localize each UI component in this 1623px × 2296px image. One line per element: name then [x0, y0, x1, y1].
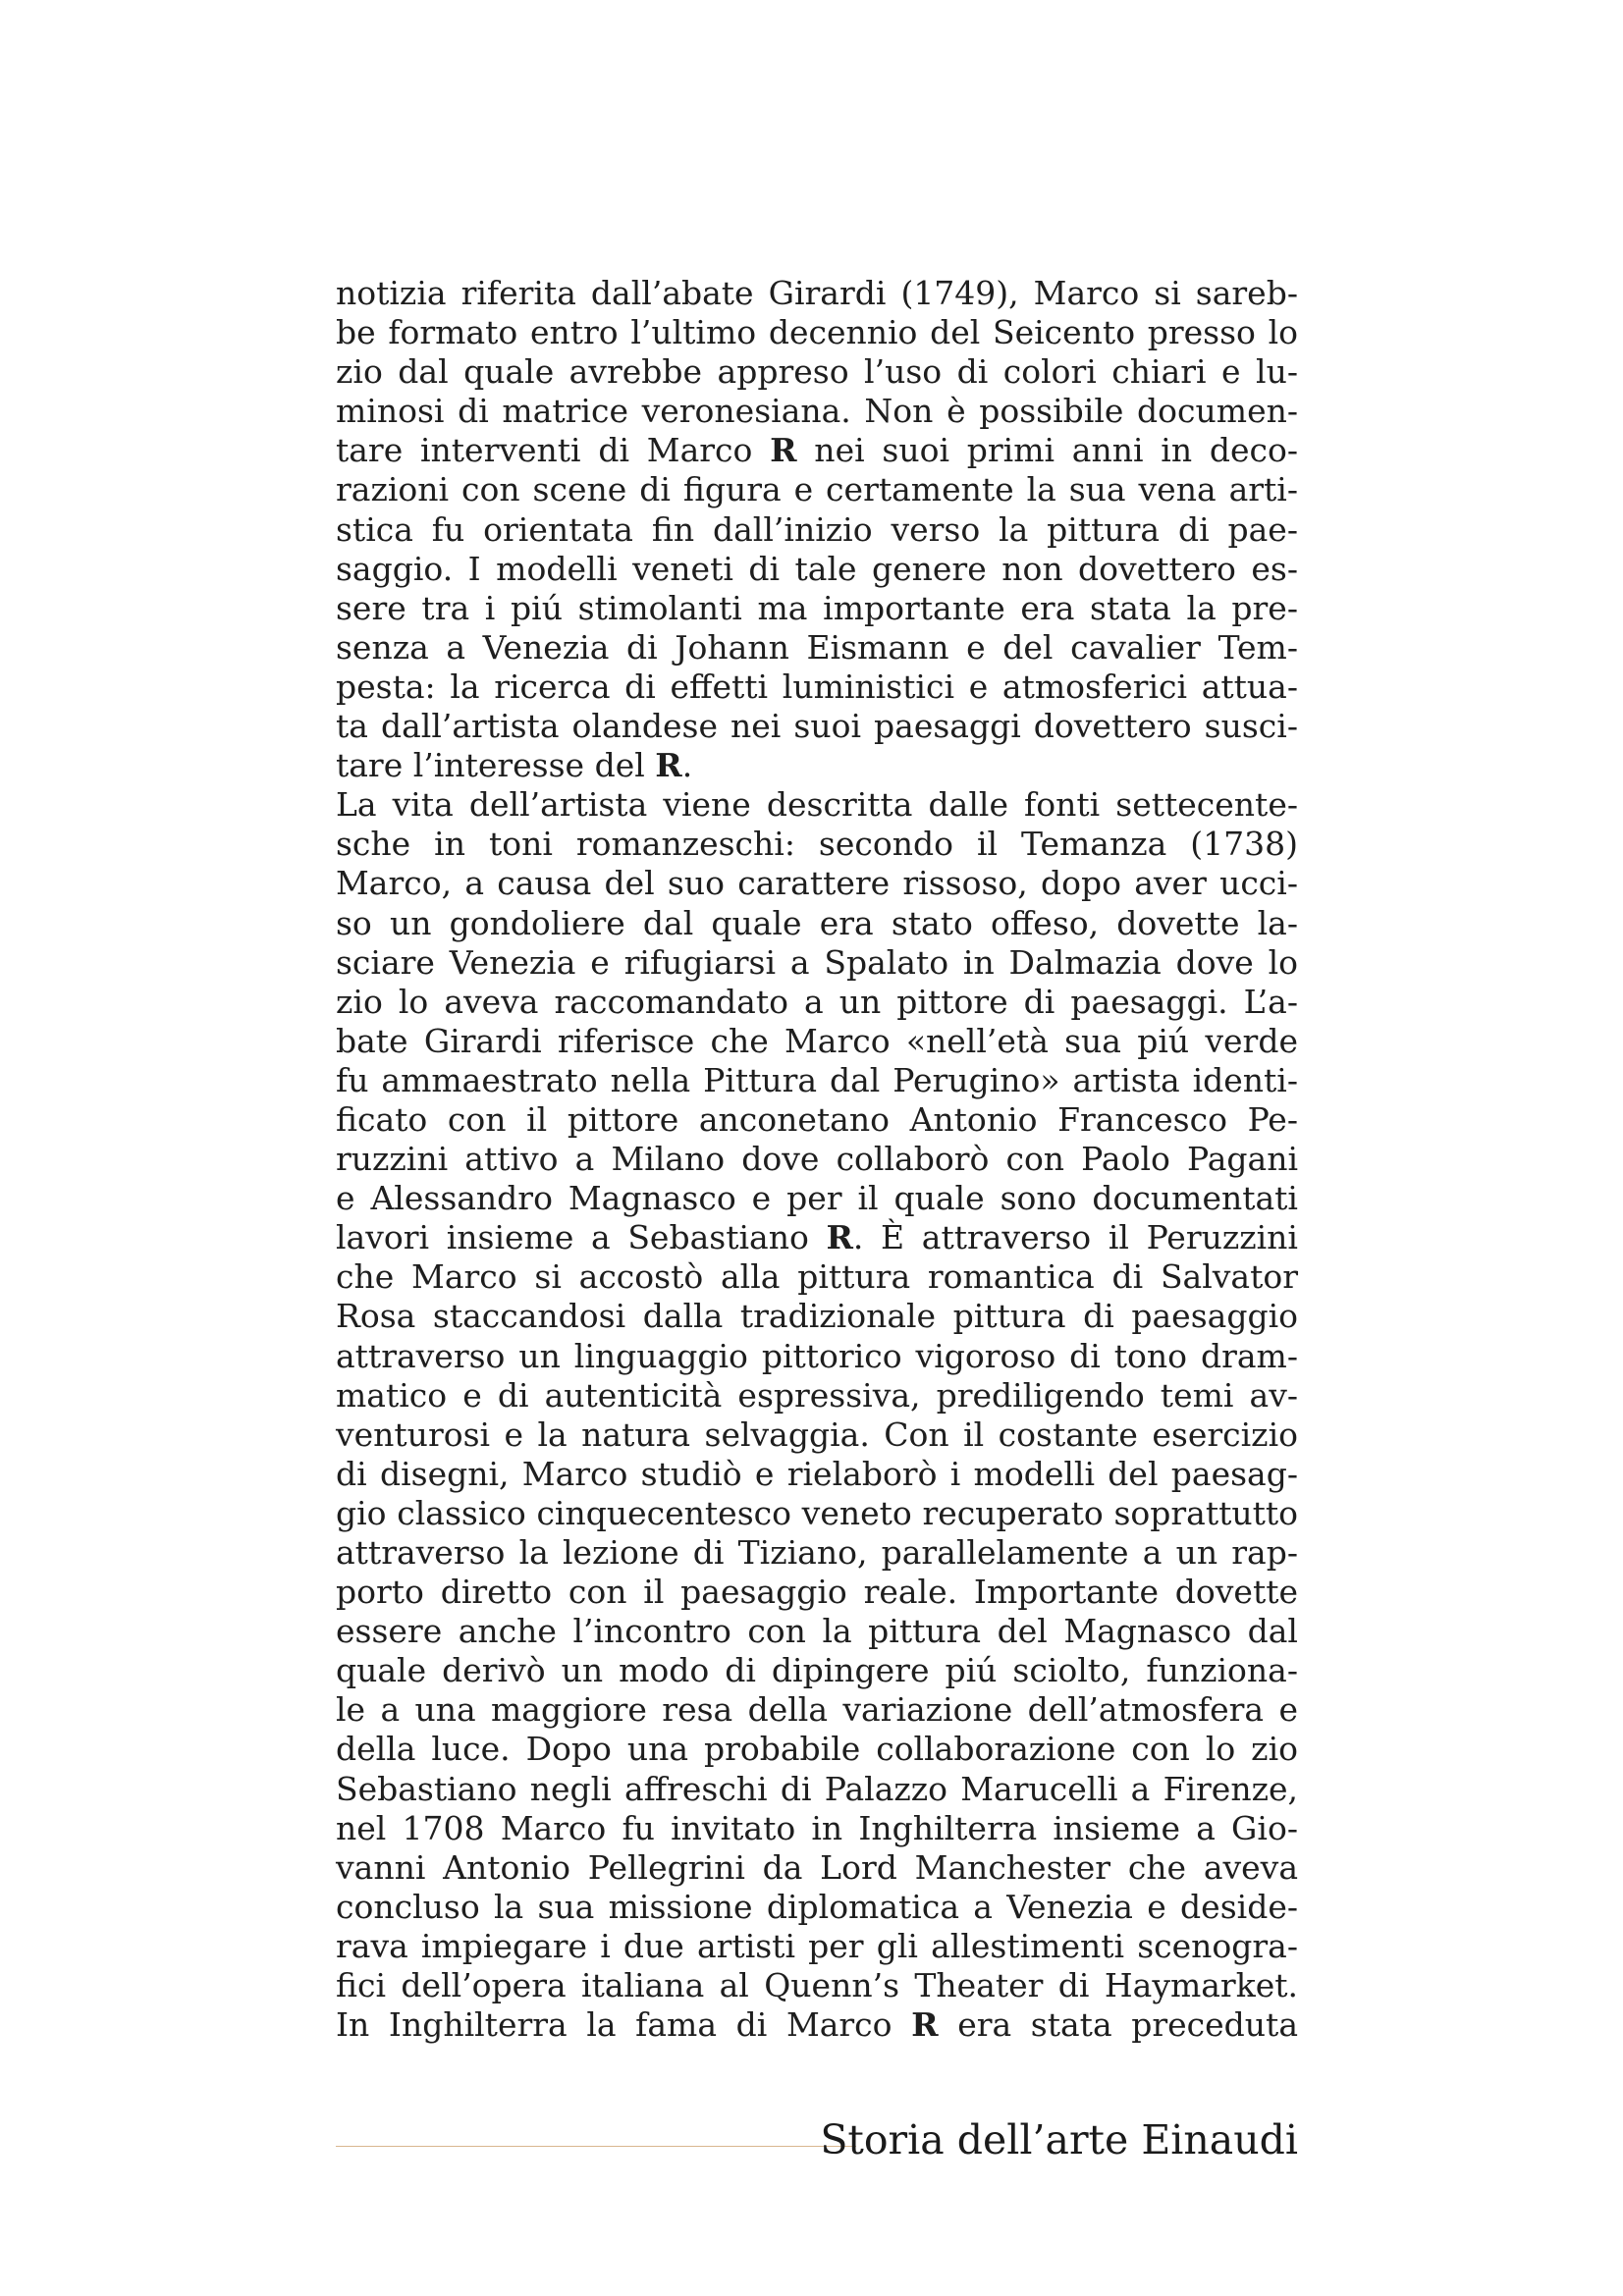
text-line: notizia riferita dall’abate Girardi (1749), Marco si sareb- [336, 274, 1298, 312]
text-line: minosi di matrice veronesiana. Non è possibile documen- [336, 392, 1298, 431]
text-line: gio classico cinquecentesco veneto recuperato soprattutto [336, 1493, 1298, 1532]
text-line: saggio. I modelli veneti di tale genere non dovettero es- [336, 549, 1298, 588]
footer-publication-title: Storia dell’arte Einaudi [820, 2116, 1298, 2163]
text-line: attraverso un linguaggio pittorico vigoroso di tono dram- [336, 1336, 1298, 1375]
text-line: pesta: la ricerca di effetti luministici e atmosferici attua- [336, 667, 1298, 706]
text-line: sciare Venezia e rifugiarsi a Spalato in Dalmazia dove lo [336, 942, 1298, 982]
text-line: zio dal quale avrebbe appreso l’uso di colori chiari e lu- [336, 352, 1298, 392]
text-line: le a una maggiore resa della variazione dell’atmosfera e [336, 1690, 1298, 1730]
text-line: concluso la sua missione diplomatica a Venezia e deside- [336, 1887, 1298, 1926]
text-line: fici dell’opera italiana al Quenn’s Theater di Haymarket. [336, 1966, 1298, 2005]
text-line: ruzzini attivo a Milano dove collaborò con Paolo Pagani [336, 1140, 1298, 1179]
text-line: e Alessandro Magnasco e per il quale sono documentati [336, 1179, 1298, 1218]
text-line: lavori insieme a Sebastiano R. È attraverso il Peruzzini [336, 1218, 1298, 1257]
paragraph [336, 274, 1298, 785]
text-line: In Inghilterra la fama di Marco R era stata preceduta [336, 2005, 1298, 2045]
text-line: bate Girardi riferisce che Marco «nell’età sua piú verde [336, 1021, 1298, 1060]
text-line: sere tra i piú stimolanti ma importante era stata la pre- [336, 588, 1298, 627]
text-line: nel 1708 Marco fu invitato in Inghilterra insieme a Gio- [336, 1808, 1298, 1847]
text-line: ficato con il pittore anconetano Antonio Francesco Pe- [336, 1099, 1298, 1139]
text-line: zio lo aveva raccomandato a un pittore di paesaggi. L’a- [336, 982, 1298, 1021]
text-line: vanni Antonio Pellegrini da Lord Manchester che aveva [336, 1847, 1298, 1887]
text-line: porto diretto con il paesaggio reale. Importante dovette [336, 1573, 1298, 1612]
text-line: rava impiegare i due artisti per gli allestimenti scenogra- [336, 1926, 1298, 1965]
text-line: quale derivò un modo di dipingere piú sciolto, funziona- [336, 1651, 1298, 1690]
text-line: della luce. Dopo una probabile collaborazione con lo zio [336, 1730, 1298, 1769]
text-line: so un gondoliere dal quale era stato offeso, dovette la- [336, 903, 1298, 942]
text-line: venturosi e la natura selvaggia. Con il costante esercizio [336, 1415, 1298, 1454]
paragraph [336, 785, 1298, 2045]
text-line: attraverso la lezione di Tiziano, parallelamente a un rap- [336, 1533, 1298, 1572]
text-line: tare l’interesse del R. [336, 746, 693, 785]
text-line: Sebastiano negli affreschi di Palazzo Marucelli a Firenze, [336, 1769, 1298, 1808]
text-line: La vita dell’artista viene descritta dalle fonti settecente- [336, 785, 1298, 825]
text-line: senza a Venezia di Johann Eismann e del cavalier Tem- [336, 627, 1298, 667]
footer-divider [336, 2146, 856, 2147]
text-line: tare interventi di Marco R nei suoi primi anni in deco- [336, 431, 1298, 470]
body-text [336, 274, 1298, 2070]
text-line: razioni con scene di figura e certamente la sua vena arti- [336, 470, 1298, 509]
text-line: Rosa staccandosi dalla tradizionale pittura di paesaggio [336, 1297, 1298, 1336]
text-line: matico e di autenticità espressiva, prediligendo temi av- [336, 1375, 1298, 1415]
text-line: ta dall’artista olandese nei suoi paesaggi dovettero susci- [336, 707, 1298, 746]
text-line: che Marco si accostò alla pittura romantica di Salvator [336, 1257, 1298, 1297]
page-footer [336, 2110, 1298, 2169]
text-line: Marco, a causa del suo carattere rissoso, dopo aver ucci- [336, 864, 1298, 903]
text-line: sche in toni romanzeschi: secondo il Temanza (1738) [336, 825, 1298, 864]
text-line: stica fu orientata fin dall’inizio verso la pittura di pae- [336, 509, 1298, 549]
text-line: fu ammaestrato nella Pittura dal Perugino» artista identi- [336, 1060, 1298, 1099]
text-line: be formato entro l’ultimo decennio del Seicento presso lo [336, 313, 1298, 352]
text-line: essere anche l’incontro con la pittura del Magnasco dal [336, 1612, 1298, 1651]
text-line: di disegni, Marco studiò e rielaborò i modelli del paesag- [336, 1454, 1298, 1493]
